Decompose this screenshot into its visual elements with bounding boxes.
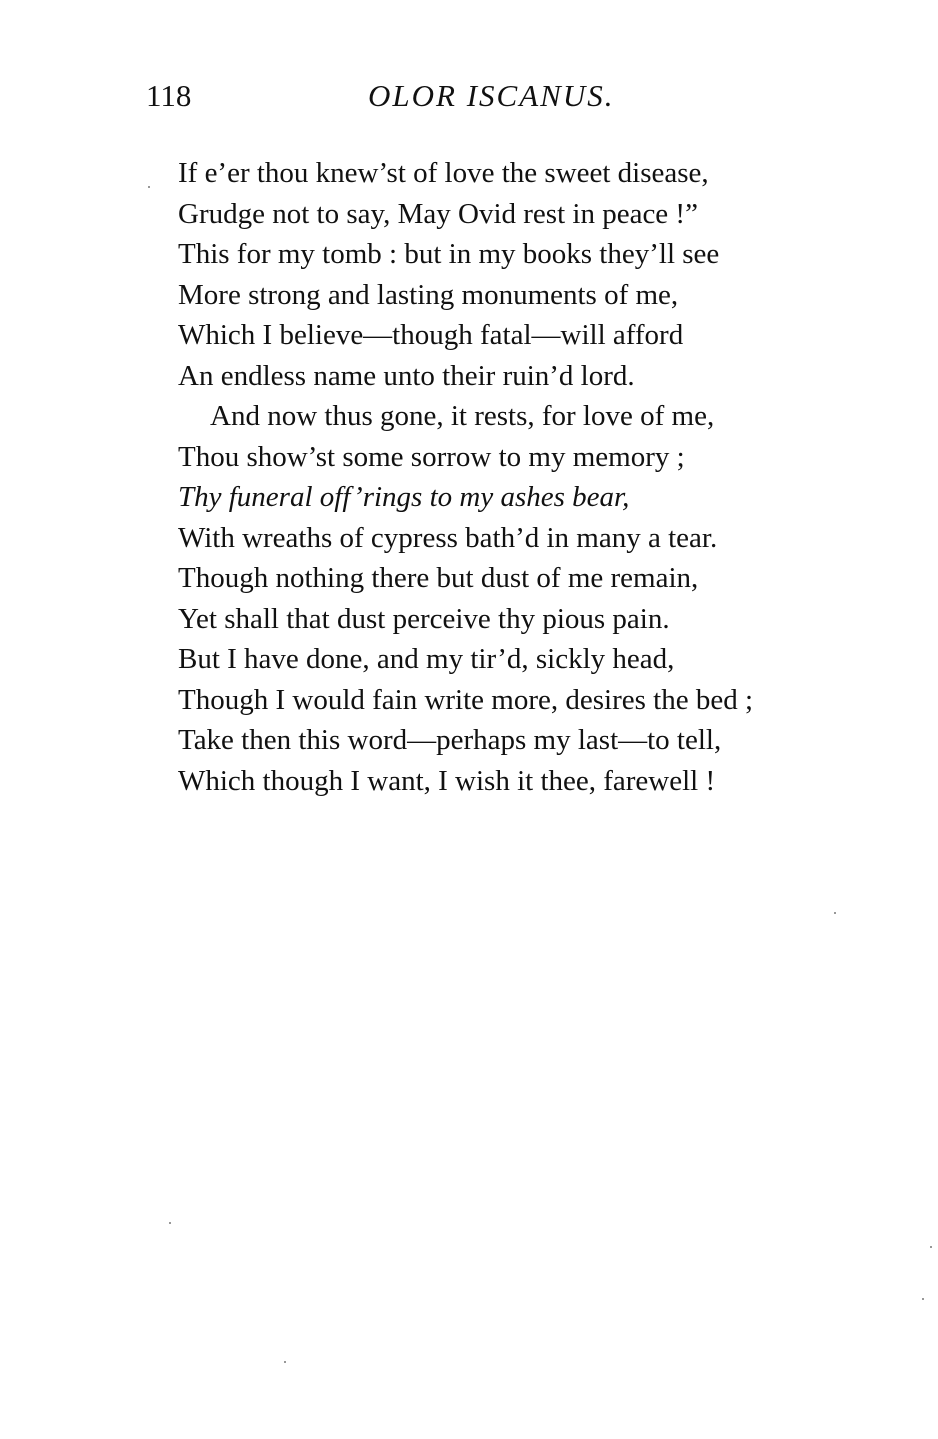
page-number: 118 — [146, 78, 192, 113]
poem-line: Though nothing there but dust of me remain, — [178, 562, 699, 594]
poem-text — [178, 153, 918, 801]
poem-line: This for my tomb : but in my books they’ll see — [178, 238, 720, 270]
poem-line: Which I believe—though fatal—will afford — [178, 319, 684, 351]
poem-line: Which though I want, I wish it thee, farewell ! — [178, 764, 716, 797]
scan-speck — [834, 912, 836, 914]
poem-line: More strong and lasting monuments of me, — [178, 278, 679, 311]
poem-line: But I have done, and my tir’d, sickly head, — [178, 643, 675, 675]
poem-line: Thy funeral off’rings to my ashes bear, — [178, 481, 630, 513]
poem-line: Grudge not to say, May Ovid rest in peace !” — [178, 197, 698, 230]
poem-line: Take then this word—perhaps my last—to tell, — [178, 724, 722, 756]
poem-line: Though I would fain write more, desires the bed ; — [178, 683, 754, 716]
scan-speck — [169, 1222, 171, 1224]
poem-line: An endless name unto their ruin’d lord. — [178, 359, 635, 392]
scan-speck — [148, 186, 150, 188]
poem-line: If e’er thou knew’st of love the sweet disease, — [178, 157, 709, 189]
scan-speck — [930, 1246, 932, 1248]
scan-speck — [922, 1298, 924, 1300]
running-title: OLOR ISCANUS. — [368, 78, 615, 113]
poem-line: Yet shall that dust perceive thy pious pain. — [178, 602, 670, 635]
poem-line: And now thus gone, it rests, for love of me, — [210, 400, 715, 432]
scan-speck — [284, 1361, 286, 1363]
poem-line: Thou show’st some sorrow to my memory ; — [178, 440, 685, 473]
poem-line: With wreaths of cypress bath’d in many a tear. — [178, 521, 718, 554]
